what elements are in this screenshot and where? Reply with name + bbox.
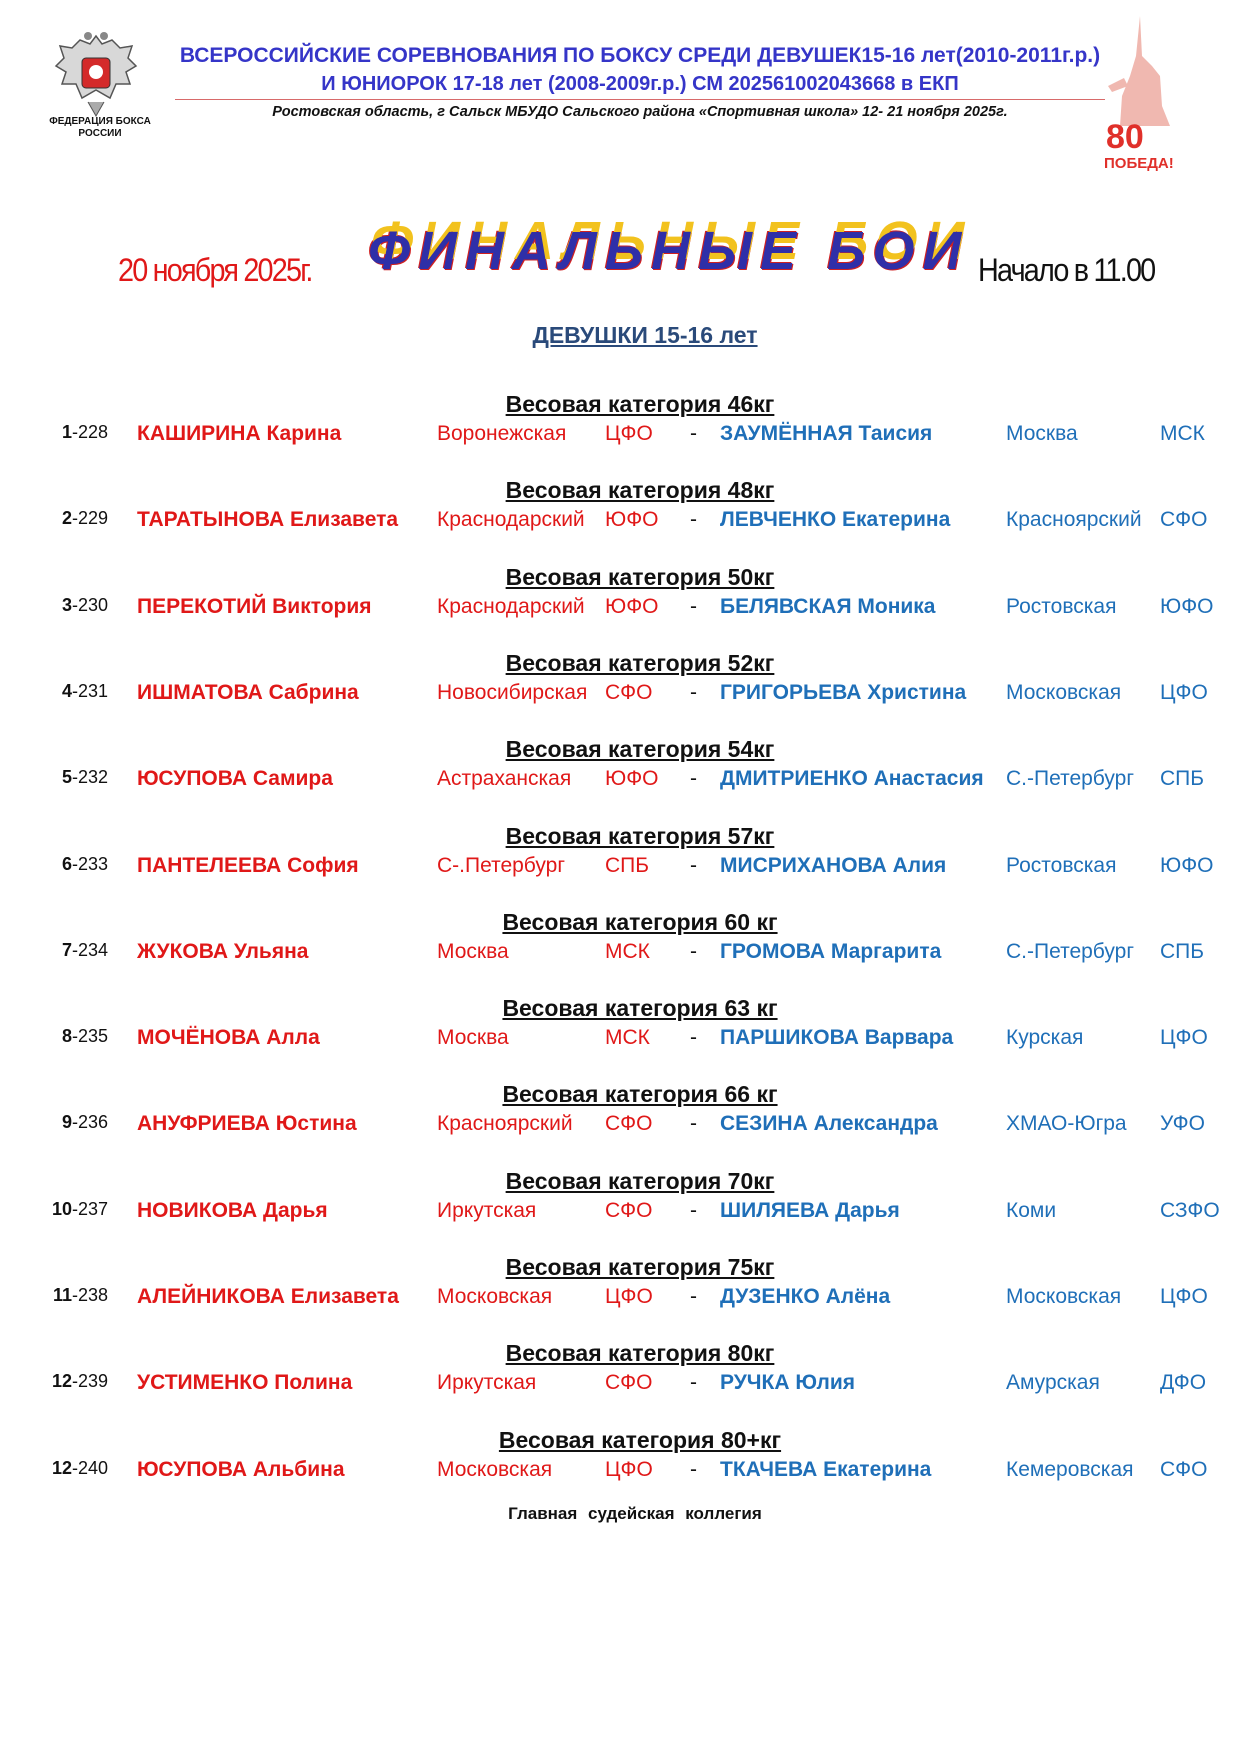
blue-corner-name: МИСРИХАНОВА Алия (720, 853, 947, 877)
bout-row (0, 1458, 1241, 1484)
victory-80-emblem (1100, 16, 1180, 174)
red-corner-region: С-.Петербург (437, 853, 565, 877)
red-corner-name: ПАНТЕЛЕЕВА София (137, 853, 359, 877)
versus-dash: - (690, 1457, 697, 1481)
venue-line: Ростовская область, г Сальск МБУДО Сальского района «Спортивная школа» 12- 21 ноября 2025г. (272, 104, 1008, 120)
blue-corner-district: ЦФО (1160, 1026, 1208, 1050)
weight-category: Весовая категория 48кг (505, 477, 775, 504)
weight-category: Весовая категория 46кг (505, 391, 775, 417)
versus-dash: - (690, 508, 697, 532)
red-corner-name: ЖУКОВА Ульяна (137, 939, 309, 963)
red-corner-name: АНУФРИЕВА Юстина (137, 1112, 357, 1136)
red-corner-region: Новосибирская (437, 680, 588, 704)
blue-corner-region: Красноярский (1006, 508, 1142, 532)
bout-row (0, 1112, 1241, 1138)
blue-corner-region: Москва (1006, 422, 1078, 445)
bout-number: 9-236 (61, 1112, 108, 1133)
bout-row (0, 1199, 1241, 1225)
bout-number: 12-240 (51, 1457, 108, 1478)
weight-category: Весовая категория 70кг (505, 1167, 775, 1194)
blue-corner-region: С.-Петербург (1006, 767, 1134, 791)
red-corner-name: ПЕРЕКОТИЙ Виктория (137, 594, 372, 618)
red-corner-district: СФО (605, 1371, 653, 1395)
blue-corner-district: МСК (1160, 422, 1205, 445)
versus-dash: - (690, 1026, 697, 1050)
versus-dash: - (690, 594, 697, 618)
red-corner-district: МСК (605, 939, 650, 963)
bout-row (0, 422, 1241, 448)
blue-corner-name: ТКАЧЕВА Екатерина (720, 1457, 932, 1481)
red-corner-region: Астраханская (437, 767, 572, 791)
weight-category: Весовая категория 63 кг (502, 995, 778, 1022)
weight-category: Весовая категория 52кг (505, 649, 775, 676)
versus-dash: - (690, 939, 697, 963)
bout-code: -232 (71, 767, 108, 788)
bout-number: 7-234 (61, 939, 108, 960)
red-corner-name: МОЧЁНОВА Алла (137, 1026, 320, 1050)
blue-corner-region: Кемеровская (1006, 1457, 1134, 1481)
bout-code: -240 (71, 1457, 108, 1478)
red-corner-district: СФО (605, 680, 653, 704)
bout-row (0, 767, 1241, 793)
blue-corner-district: СПБ (1160, 939, 1205, 963)
versus-dash: - (690, 1198, 697, 1222)
blue-corner-district: ЦФО (1160, 1285, 1208, 1308)
weight-category: Весовая категория 80+кг (498, 1426, 782, 1453)
red-corner-name: НОВИКОВА Дарья (137, 1198, 328, 1222)
weight-category: Весовая категория 66 кг (502, 1081, 778, 1108)
bout-row (0, 940, 1241, 966)
weight-category: Весовая категория 50кг (505, 563, 775, 590)
bout-row (0, 1371, 1241, 1397)
bout-code: -239 (71, 1371, 108, 1392)
bout-code: -235 (71, 1026, 108, 1047)
blue-corner-district: СФО (1160, 508, 1208, 532)
blue-corner-region: Курская (1006, 1026, 1084, 1050)
bout-number: 12-239 (51, 1371, 108, 1392)
blue-corner-name: ГРИГОРЬЕВА Христина (720, 680, 967, 704)
footer-signature: Главная судейская коллегия (508, 1504, 762, 1523)
bout-code: -228 (71, 422, 108, 442)
bout-row (0, 1285, 1241, 1311)
blue-corner-district: ДФО (1160, 1371, 1207, 1395)
red-corner-region: Москва (437, 939, 509, 963)
bout-row (0, 681, 1241, 707)
blue-corner-district: УФО (1160, 1112, 1205, 1136)
event-date: 20 ноября 2025г. (118, 252, 312, 288)
blue-corner-region: Ростовская (1006, 594, 1117, 618)
weight-category: Весовая категория 54кг (505, 736, 775, 763)
red-corner-region: Московская (437, 1285, 553, 1308)
victory-number: 80 (1106, 118, 1144, 156)
red-corner-region: Воронежская (437, 422, 567, 445)
versus-dash: - (690, 422, 697, 445)
bout-code: -238 (71, 1285, 108, 1305)
blue-corner-region: Амурская (1006, 1371, 1100, 1395)
blue-corner-region: Московская (1006, 680, 1122, 704)
bout-code: -236 (71, 1112, 108, 1133)
red-corner-district: МСК (605, 1026, 650, 1050)
bout-code: -231 (71, 680, 108, 701)
bout-number: 6-233 (61, 853, 108, 874)
blue-corner-name: РУЧКА Юлия (720, 1371, 856, 1395)
blue-corner-name: ШИЛЯЕВА Дарья (720, 1198, 900, 1222)
red-corner-district: ЦФО (605, 422, 653, 445)
red-corner-name: ЮСУПОВА Самира (137, 767, 333, 791)
blue-corner-district: СЗФО (1160, 1198, 1220, 1222)
blue-corner-name: ЛЕВЧЕНКО Екатерина (720, 508, 951, 532)
bout-number: 2-229 (61, 508, 108, 529)
finals-banner: ФИНАЛЬНЫЕ БОИ (368, 221, 970, 281)
weight-category: Весовая категория 57кг (505, 822, 775, 849)
bout-code: -237 (71, 1198, 108, 1219)
bout-number: 3-230 (61, 594, 108, 615)
blue-corner-region: С.-Петербург (1006, 939, 1134, 963)
blue-corner-district: ЮФО (1160, 594, 1214, 618)
bout-code: -233 (71, 853, 108, 874)
red-corner-district: СФО (605, 1198, 653, 1222)
bout-code: -230 (71, 594, 108, 615)
bout-number: 5-232 (61, 767, 108, 788)
title-line-2: И ЮНИОРОК 17-18 лет (2008-2009г.р.) СМ 202561002043668 в ЕКП (321, 73, 959, 95)
bout-row (0, 508, 1241, 534)
title-divider (175, 99, 1105, 100)
bout-number: 4-231 (61, 680, 108, 701)
red-corner-name: УСТИМЕНКО Полина (137, 1371, 353, 1395)
weight-category: Весовая категория 80кг (505, 1340, 775, 1367)
red-corner-region: Краснодарский (437, 594, 585, 618)
bout-number: 1-228 (61, 422, 108, 442)
red-corner-district: ЦФО (605, 1285, 653, 1308)
blue-corner-region: Московская (1006, 1285, 1122, 1308)
red-corner-region: Иркутская (437, 1371, 537, 1395)
federation-name: ФЕДЕРАЦИЯ БОКСА РОССИИ (49, 116, 151, 139)
bout-number: 8-235 (61, 1026, 108, 1047)
versus-dash: - (690, 1371, 697, 1395)
red-corner-name: АЛЕЙНИКОВА Елизавета (137, 1285, 399, 1308)
title-line-1: ВСЕРОССИЙСКИЕ СОРЕВНОВАНИЯ ПО БОКСУ СРЕДИ ДЕВУШЕК15-16 лет(2010-2011г.р.) (179, 44, 1101, 67)
red-corner-district: СПБ (605, 853, 650, 877)
start-time: Начало в 11.00 (978, 252, 1155, 288)
red-corner-district: ЮФО (605, 594, 659, 618)
red-corner-district: СФО (605, 1112, 653, 1136)
weight-category: Весовая категория 75кг (505, 1254, 775, 1280)
blue-corner-name: ДМИТРИЕНКО Анастасия (720, 767, 984, 791)
red-corner-region: Московская (437, 1457, 553, 1481)
red-corner-name: ЮСУПОВА Альбина (137, 1457, 345, 1481)
versus-dash: - (690, 680, 697, 704)
blue-corner-district: СФО (1160, 1457, 1208, 1481)
section-title: ДЕВУШКИ 15-16 лет (532, 322, 758, 348)
bout-code: -234 (71, 939, 108, 960)
blue-corner-name: СЕЗИНА Александра (720, 1112, 938, 1136)
red-corner-region: Москва (437, 1026, 509, 1050)
bout-row (0, 854, 1241, 880)
red-corner-region: Краснодарский (437, 508, 585, 532)
red-corner-region: Иркутская (437, 1198, 537, 1222)
bout-number: 10-237 (51, 1198, 108, 1219)
bout-code: -229 (71, 508, 108, 529)
red-corner-name: ИШМАТОВА Сабрина (137, 680, 359, 704)
versus-dash: - (690, 767, 697, 791)
bout-row (0, 595, 1241, 621)
red-corner-district: ЦФО (605, 1457, 653, 1481)
red-corner-name: ТАРАТЫНОВА Елизавета (137, 508, 399, 532)
red-corner-district: ЮФО (605, 767, 659, 791)
victory-word: ПОБЕДА! (1104, 155, 1174, 172)
blue-corner-district: СПБ (1160, 767, 1205, 791)
blue-corner-district: ЦФО (1160, 680, 1208, 704)
bout-row (0, 1026, 1241, 1052)
red-corner-district: ЮФО (605, 508, 659, 532)
blue-corner-name: ЗАУМЁННАЯ Таисия (720, 422, 933, 445)
weight-category: Весовая категория 60 кг (502, 908, 778, 935)
blue-corner-name: ГРОМОВА Маргарита (720, 939, 942, 963)
versus-dash: - (690, 853, 697, 877)
red-corner-region: Красноярский (437, 1112, 573, 1136)
versus-dash: - (690, 1285, 697, 1308)
blue-corner-name: ПАРШИКОВА Варвара (720, 1026, 954, 1050)
blue-corner-region: Ростовская (1006, 853, 1117, 877)
blue-corner-name: ДУЗЕНКО Алёна (720, 1285, 891, 1308)
bout-number: 11-238 (52, 1285, 108, 1305)
blue-corner-region: Коми (1006, 1198, 1057, 1222)
red-corner-name: КАШИРИНА Карина (137, 422, 342, 445)
versus-dash: - (690, 1112, 697, 1136)
blue-corner-district: ЮФО (1160, 853, 1214, 877)
blue-corner-name: БЕЛЯВСКАЯ Моника (720, 594, 936, 618)
blue-corner-region: ХМАО-Югра (1006, 1112, 1127, 1136)
